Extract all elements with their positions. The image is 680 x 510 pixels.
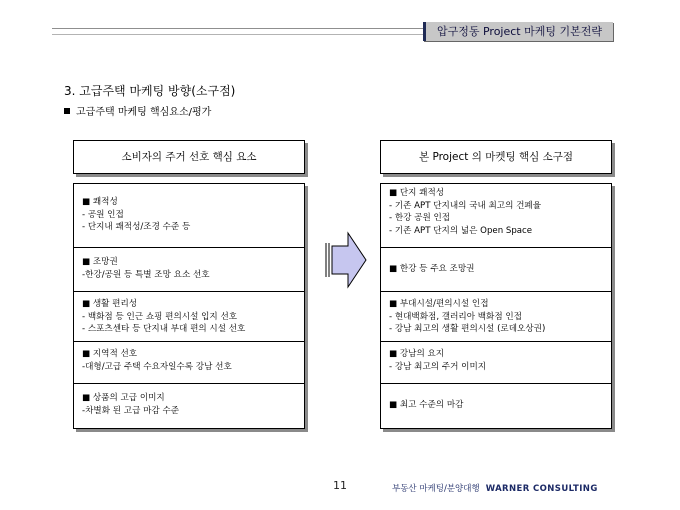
row-text: ■ 강남의 요지: [389, 349, 445, 359]
footer-brand-en: WARNER CONSULTING: [485, 484, 598, 494]
row-text: ■ 조망권: [82, 257, 118, 267]
row-text: - 기존 APT 단지내의 국내 최고의 건폐율: [389, 200, 542, 211]
square-bullet-icon: [64, 108, 70, 114]
row-text: ■ 부대시설/편의시설 인접: [389, 299, 489, 309]
row-text: ■ 지역적 선호: [82, 349, 138, 359]
header-rule-top: [52, 28, 424, 29]
left-heading-box: [73, 140, 305, 174]
left-row-region: [74, 342, 304, 384]
left-row-amenity: [74, 184, 304, 248]
row-text: - 기존 APT 단지의 넓은 Open Space: [389, 225, 533, 236]
left-row-image: [74, 384, 304, 428]
subsection-title: 고급주택 마케팅 핵심요소/평가: [76, 107, 212, 118]
right-heading: 본 Project 의 마켓팅 핵심 소구점: [418, 151, 574, 163]
header-rule-bottom: [52, 34, 424, 35]
row-text: -차별화 된 고급 마감 수준: [82, 405, 180, 416]
row-text: - 현대백화점, 갤러리아 백화점 인접: [389, 311, 522, 322]
row-text: - 단지내 쾌적성/조경 수준 등: [82, 222, 191, 232]
row-text: ■ 쾌적성: [82, 197, 118, 207]
row-text: - 강남 최고의 주거 이미지: [389, 361, 487, 372]
right-panel: [380, 183, 612, 429]
row-text: ■ 생활 편리성: [82, 299, 138, 309]
right-arrow-icon: [324, 231, 368, 289]
footer-brand-kr: 부동산 마케팅/분양대행: [392, 484, 480, 494]
row-text: - 백화점 등 인근 쇼핑 편의시설 입지 선호: [82, 311, 238, 322]
row-text: ■ 최고 수준의 마감: [389, 400, 464, 410]
row-text: - 공원 인접: [82, 209, 124, 220]
right-heading-box: [380, 140, 612, 174]
row-text: ■ 상품의 고급 이미지: [82, 393, 165, 403]
section-title: 3. 고급주택 마케팅 방향(소구점): [64, 84, 236, 98]
row-text: ■ 단지 쾌적성: [389, 188, 445, 198]
right-row-finish: [381, 384, 611, 428]
left-row-view: [74, 248, 304, 292]
left-panel: [73, 183, 305, 429]
left-heading: 소비자의 주거 선호 핵심 요소: [121, 151, 257, 163]
right-row-region: [381, 342, 611, 384]
page-number: 11: [333, 479, 347, 492]
right-row-view: [381, 248, 611, 292]
row-text: - 강남 최고의 생활 편의시설 (로데오상권): [389, 324, 546, 334]
row-text: -한강/공원 등 특별 조망 요소 선호: [82, 269, 210, 280]
row-text: - 한강 공원 인접: [389, 213, 451, 223]
row-text: - 스포츠센타 등 단지내 부대 편의 시설 선호: [82, 324, 246, 334]
right-row-amenity: [381, 184, 611, 248]
left-row-convenience: [74, 292, 304, 342]
subsection-heading: [64, 103, 211, 118]
row-text: -대형/고급 주택 수요자일수록 강남 선호: [82, 361, 232, 372]
footer-brand: [392, 482, 598, 494]
row-text: ■ 한강 등 주요 조망권: [389, 264, 475, 274]
header-badge: 압구정동 Project 마케팅 기본전략: [423, 22, 613, 41]
right-row-convenience: [381, 292, 611, 342]
